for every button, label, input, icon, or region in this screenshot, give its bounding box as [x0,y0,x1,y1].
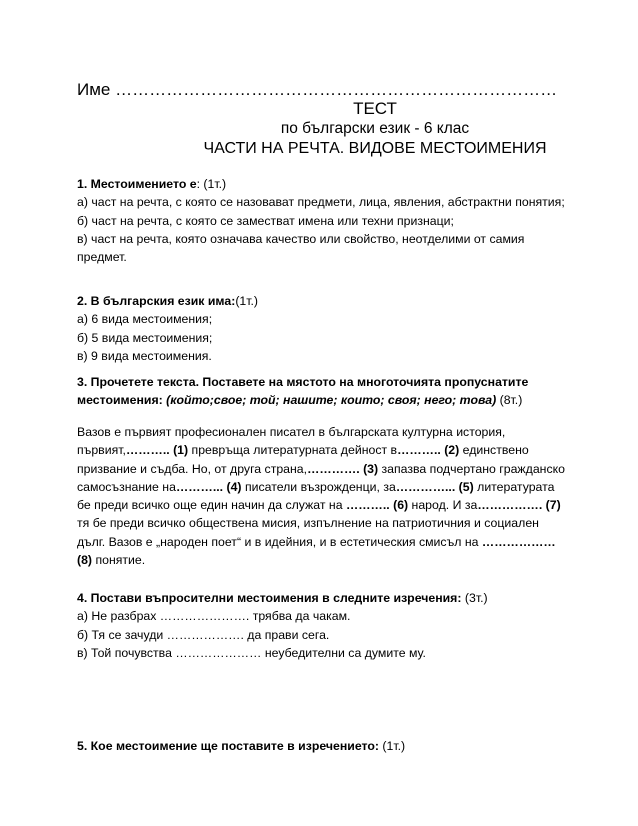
passage-text: тя бе преди всичко обществена мисия, изпълнение на патриотичния и социален дълг. Вазов е „народен поет“ и в идейния, и в естетическия смисъл на [77,516,539,549]
page-title: ТЕСТ [353,99,397,118]
question-2-option-b: б) 5 вида местоимения; [77,330,213,345]
gap-1: ……….. (1) [125,443,189,458]
question-3-points: (8т.) [499,393,523,408]
passage-text: писатели възрожденци, за [244,479,396,494]
question-1-text: 1. Местоимението е [77,177,197,191]
gap-7: ……………. (7) [477,498,561,513]
passage-text: превръща литературната дейност в [191,443,398,458]
gap-2: ……….. (2) [397,443,460,458]
question-1-points: : (1т.) [196,177,227,191]
question-2 [77,292,567,365]
gap-4: ………... (4) [175,479,242,494]
question-4-sentence-a: а) Не разбрах …………………. трябва да чакам. [77,609,351,624]
passage-text: понятие. [95,553,146,568]
question-3-options: (който;свое; той; нашите; които; своя; него; това) [166,393,497,408]
question-4 [77,589,567,662]
question-4-points: (3т.) [464,591,488,605]
question-2-points: (1т.) [235,294,259,308]
passage-text: народ. И за [411,498,478,513]
question-5-points: (1т.) [382,739,406,753]
question-1-option-b: б) част на речта, с която се заместват имена или техни признаци; [77,213,454,228]
question-2-text: 2. В българския език има: [77,294,236,308]
passage-text: литературата бе преди всичко още един начин да служат на [77,479,555,513]
page-topic: ЧАСТИ НА РЕЧТА. ВИДОВЕ МЕСТОИМЕНИЯ [203,140,547,157]
question-5 [77,737,567,755]
question-3-passage [77,423,567,569]
question-2-option-a: а) 6 вида местоимения; [77,312,213,327]
passage-text: единствено призвание и съдба. Но, от друга страна, [77,443,529,476]
question-4-text: 4. Постави въпросителни местоимения в следните изречения: [77,591,462,605]
student-name-line: Име …………………………………………………………………… [77,80,558,99]
question-4-sentence-b: б) Тя се зачуди ………………. да прави сега. [77,627,330,642]
gap-3: …………. (3) [307,461,379,476]
question-1-option-a: а) част на речта, с която се назовават предмети, лица, явления, абстрактни понятия; [77,195,565,210]
question-1 [77,175,567,266]
question-3-text: 3. Прочетете текста. Поставете на мястото на многоточията пропуснатите местоимения: [77,375,529,408]
question-2-option-c: в) 9 вида местоимения. [77,348,212,363]
question-3 [77,373,567,410]
passage-text: запазва подчертано гражданско самосъзнание на [77,461,565,494]
gap-5: …………... (5) [395,479,474,494]
gap-6: ……….. (6) [345,498,409,513]
gap-8: ……………… (8) [77,534,556,568]
passage-text: Вазов е първият професионален писател в българската културна история, първият, [77,425,506,458]
question-5-text: 5. Кое местоимение ще поставите в изречението: [77,739,379,753]
question-4-sentence-c: в) Той почувства ………………… неубедителни са думите му. [77,645,426,660]
page-subtitle: по български език - 6 клас [280,120,470,137]
question-1-option-c: в) част на речта, която означава качество или свойство, неотделими от самия предмет. [77,231,525,265]
